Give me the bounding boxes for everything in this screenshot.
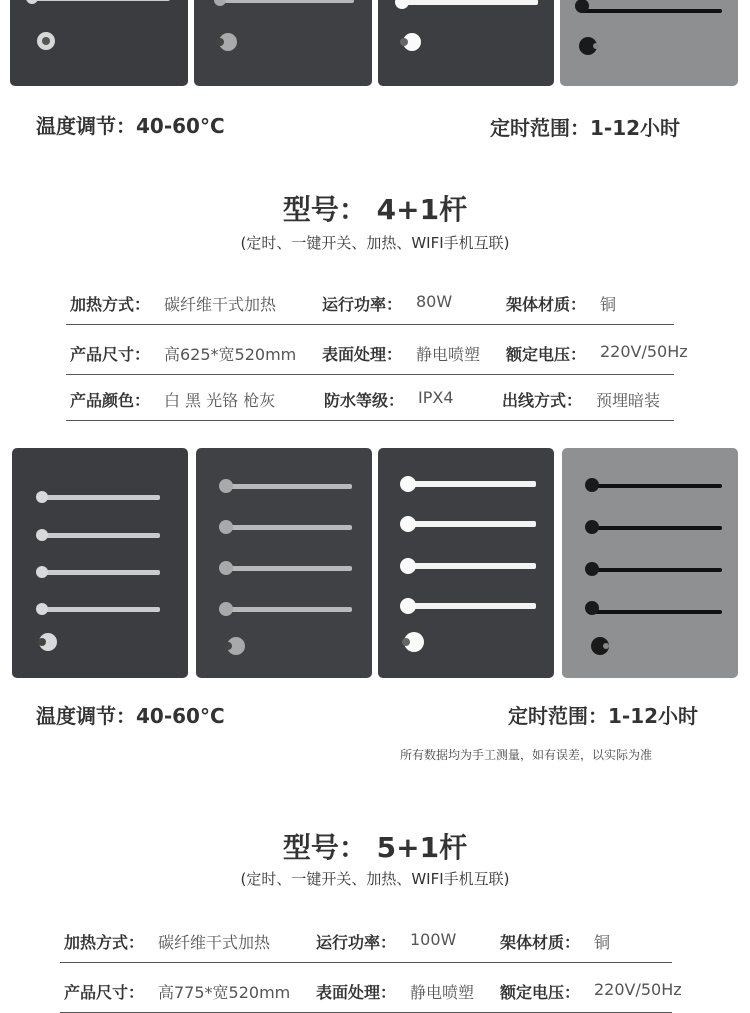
spec-key: 额定电压： bbox=[500, 983, 581, 1002]
spec-value: 100W bbox=[410, 930, 457, 949]
spec-key: 产品尺寸： bbox=[64, 983, 145, 1002]
spec-value: 高625*宽520mm bbox=[164, 345, 297, 364]
product-photo-black-top bbox=[560, 0, 738, 86]
timer-range-label-top: 定时范围：1-12小时 bbox=[490, 116, 681, 140]
spec-key: 产品尺寸： bbox=[70, 345, 151, 364]
spec-row-b1 bbox=[60, 918, 672, 963]
spec-key: 运行功率： bbox=[322, 295, 403, 314]
spec-value: 80W bbox=[416, 292, 453, 311]
spec-row-1 bbox=[66, 280, 674, 325]
spec-key: 架体材质： bbox=[500, 933, 581, 952]
product-photo-gunmetal bbox=[196, 448, 372, 678]
spec-value: IPX4 bbox=[418, 388, 454, 407]
spec-value: 碳纤维干式加热 bbox=[158, 933, 271, 952]
spec-key: 表面处理： bbox=[316, 983, 397, 1002]
spec-value: 铜 bbox=[600, 295, 617, 314]
spec-key: 运行功率： bbox=[316, 933, 397, 952]
spec-key: 额定电压： bbox=[506, 345, 587, 364]
spec-key: 表面处理： bbox=[322, 345, 403, 364]
feature-subtitle-4plus1: (定时、一键开关、加热、WIFI手机互联) bbox=[240, 234, 510, 252]
spec-key: 加热方式： bbox=[70, 295, 151, 314]
product-photo-silver-top bbox=[10, 0, 188, 86]
spec-value: 静电喷塑 bbox=[416, 345, 481, 364]
product-photo-white bbox=[378, 448, 554, 678]
measurement-disclaimer: 所有数据均为手工测量，如有误差，以实际为准 bbox=[400, 748, 653, 762]
model-title-5plus1: 型号： 5+1杆 bbox=[282, 831, 468, 864]
temperature-range-label: 温度调节：40-60°C bbox=[36, 704, 225, 728]
spec-row-3 bbox=[66, 376, 674, 421]
spec-key: 产品颜色： bbox=[70, 391, 151, 410]
spec-value: 铜 bbox=[594, 933, 611, 952]
feature-subtitle-5plus1: (定时、一键开关、加热、WIFI手机互联) bbox=[240, 870, 510, 888]
spec-row-2 bbox=[66, 330, 688, 375]
spec-value: 静电喷塑 bbox=[410, 983, 475, 1002]
product-photo-silver bbox=[12, 448, 188, 678]
temperature-range-label-top: 温度调节：40-60°C bbox=[36, 114, 225, 138]
timer-range-label: 定时范围：1-12小时 bbox=[508, 704, 699, 728]
spec-row-b2 bbox=[60, 968, 682, 1013]
spec-value: 预埋暗装 bbox=[596, 391, 661, 410]
product-photo-gunmetal-top bbox=[194, 0, 372, 86]
spec-value: 220V/50Hz bbox=[594, 980, 682, 999]
spec-value: 碳纤维干式加热 bbox=[164, 295, 277, 314]
product-photo-white-top bbox=[378, 0, 554, 86]
spec-value: 220V/50Hz bbox=[600, 342, 688, 361]
spec-key: 架体材质： bbox=[506, 295, 587, 314]
spec-key: 出线方式： bbox=[502, 391, 583, 410]
spec-value: 高775*宽520mm bbox=[158, 983, 291, 1002]
spec-key: 加热方式： bbox=[64, 933, 145, 952]
product-photo-black bbox=[562, 448, 738, 678]
spec-key: 防水等级： bbox=[324, 391, 405, 410]
spec-value: 白 黑 光铬 枪灰 bbox=[164, 391, 276, 410]
model-title-4plus1: 型号： 4+1杆 bbox=[282, 193, 468, 226]
